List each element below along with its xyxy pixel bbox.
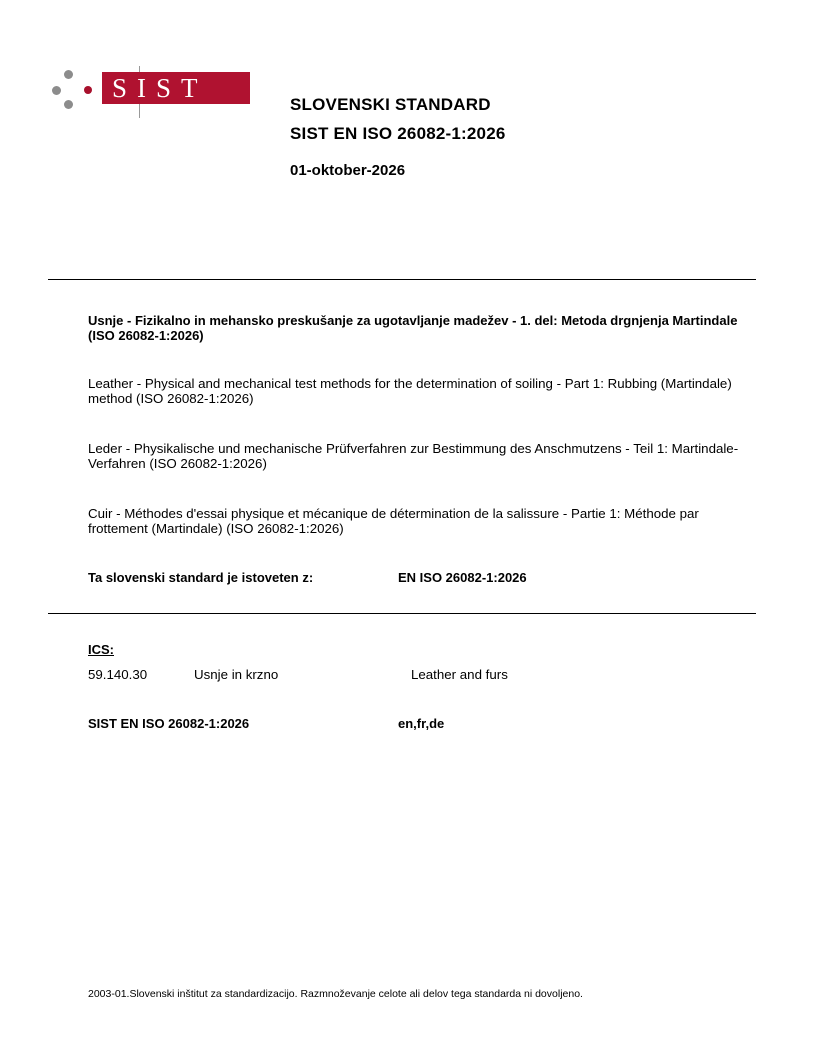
ics-name-english: Leather and furs bbox=[411, 667, 508, 682]
divider-top bbox=[48, 279, 756, 280]
ics-name-slovenian: Usnje in krzno bbox=[194, 667, 279, 682]
title-french: Cuir - Méthodes d'essai physique et mécanique de détermination de la salissure - Partie 1: Méthode par frottement (Martindale) (ISO 26082-1:2026) bbox=[88, 506, 699, 536]
title-slovenian: Usnje - Fizikalno in mehansko preskušanje za ugotavljanje madežev - 1. del: Metoda drgnjenja Martindale (ISO 26082-1:2026) bbox=[88, 313, 738, 343]
logo-dot-red bbox=[84, 86, 92, 94]
ics-label: ICS: bbox=[88, 642, 114, 657]
logo-dot bbox=[52, 86, 61, 95]
standard-type: SLOVENSKI STANDARD bbox=[290, 95, 491, 114]
sist-logo bbox=[46, 66, 206, 118]
logo-dot bbox=[64, 100, 73, 109]
standard-number: SIST EN ISO 26082-1:2026 bbox=[290, 124, 506, 143]
publication-date: 01-oktober-2026 bbox=[290, 162, 406, 179]
divider-bottom bbox=[48, 613, 756, 614]
copyright-footer: 2003-01.Slovenski inštitut za standardizacijo. Razmnoževanje celote ali delov tega standarda ni dovoljeno. bbox=[88, 988, 583, 1000]
document-id: SIST EN ISO 26082-1:2026 bbox=[88, 716, 250, 731]
logo-dot bbox=[64, 70, 73, 79]
ics-code: 59.140.30 bbox=[88, 667, 148, 682]
identical-value: EN ISO 26082-1:2026 bbox=[398, 570, 527, 585]
title-english: Leather - Physical and mechanical test methods for the determination of soiling - Part 1: Rubbing (Martindale) method (ISO 26082-1:2026) bbox=[88, 376, 732, 406]
document-languages: en,fr,de bbox=[398, 716, 445, 731]
logo-wordmark: SIST bbox=[102, 72, 250, 104]
identical-label: Ta slovenski standard je istoveten z: bbox=[88, 570, 314, 585]
title-german: Leder - Physikalische und mechanische Prüfverfahren zur Bestimmung des Anschmutzens - Teil 1: Martindale-Verfahren (ISO 26082-1:2026) bbox=[88, 441, 739, 471]
